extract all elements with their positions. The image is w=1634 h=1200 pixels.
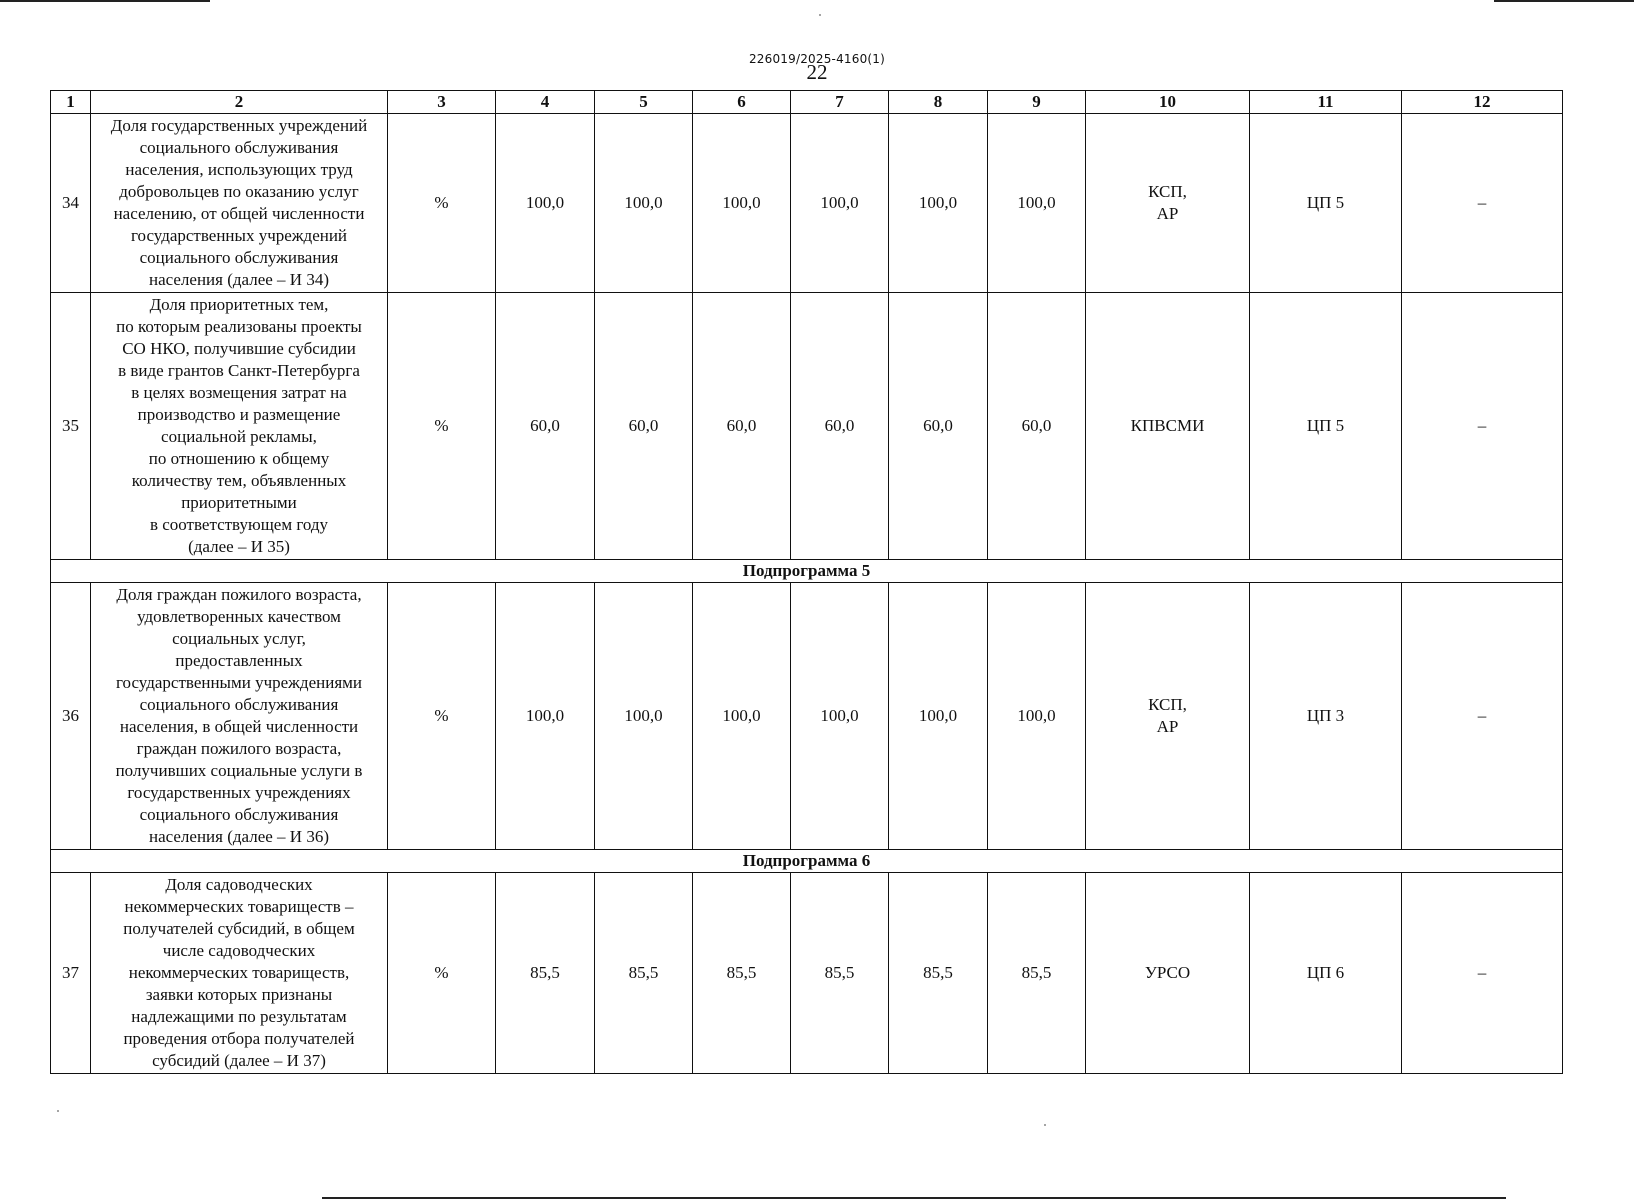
note-cell: –: [1402, 293, 1563, 560]
responsible-line: КПВСМИ: [1130, 416, 1205, 435]
value-cell-7: 60,0: [791, 293, 889, 560]
value-cell-6: 100,0: [693, 583, 791, 850]
note-cell: –: [1402, 114, 1563, 293]
value-cell-6: 60,0: [693, 293, 791, 560]
description-line: добровольцев по оказанию услуг: [119, 182, 359, 201]
column-header-6: 6: [693, 91, 791, 114]
description-line: по которым реализованы проекты: [116, 317, 362, 336]
unit-cell: %: [388, 293, 496, 560]
description-line: в виде грантов Санкт-Петербурга: [118, 361, 360, 380]
column-header-5: 5: [595, 91, 693, 114]
bottom-edge-line: [322, 1197, 1506, 1199]
description-line: социального обслуживания: [139, 695, 339, 714]
column-header-1: 1: [51, 91, 91, 114]
description-line: в соответствующем году: [149, 515, 329, 534]
description-line: социальных услуг,: [172, 629, 306, 648]
unit-cell: %: [388, 583, 496, 850]
value-cell-5: 60,0: [595, 293, 693, 560]
table-row: [51, 583, 1563, 850]
description-line: социальной рекламы,: [161, 427, 317, 446]
description-line: предоставленных: [175, 651, 303, 670]
description-line: государственными учреждениями: [116, 673, 362, 692]
column-header-4: 4: [496, 91, 595, 114]
column-header-12: 12: [1402, 91, 1563, 114]
program-cell: ЦП 3: [1250, 583, 1402, 850]
description-line: СО НКО, получившие субсидии: [122, 339, 356, 358]
description-line: населения, использующих труд: [125, 160, 353, 179]
description-line: получателей субсидий, в общем: [123, 919, 355, 938]
value-cell-7: 85,5: [791, 873, 889, 1074]
responsible-line: УРСО: [1144, 963, 1191, 982]
description-line: социального обслуживания: [139, 248, 339, 267]
description-line: государственных учреждений: [130, 226, 348, 245]
scan-speck: [819, 14, 821, 16]
value-cell-5: 100,0: [595, 583, 693, 850]
description-line: числе садоводческих: [162, 941, 316, 960]
column-header-9: 9: [988, 91, 1086, 114]
program-cell: ЦП 6: [1250, 873, 1402, 1074]
table-row: [51, 293, 1563, 560]
row-number-cell: 34: [51, 114, 91, 293]
description-line: Доля садоводческих: [165, 875, 313, 894]
value-cell-6: 100,0: [693, 114, 791, 293]
row-number-cell: 37: [51, 873, 91, 1074]
column-header-11: 11: [1250, 91, 1402, 114]
description-line: населения (далее – И 36): [148, 827, 329, 846]
section-row: [51, 560, 1563, 583]
description-line: приоритетными: [181, 493, 297, 512]
top-edge-line-left: [0, 0, 210, 2]
description-line: некоммерческих товариществ –: [124, 897, 354, 916]
value-cell-8: 60,0: [889, 293, 988, 560]
unit-cell: %: [388, 873, 496, 1074]
column-header-3: 3: [388, 91, 496, 114]
indicator-description-cell: [91, 873, 388, 1074]
responsible-line: КСП,: [1148, 695, 1187, 714]
scan-speck: [57, 1110, 59, 1112]
responsible-cell: [1086, 873, 1250, 1074]
value-cell-5: 100,0: [595, 114, 693, 293]
note-cell: –: [1402, 873, 1563, 1074]
value-cell-5: 85,5: [595, 873, 693, 1074]
indicators-table: [50, 90, 1563, 1074]
section-row: [51, 850, 1563, 873]
column-header-7: 7: [791, 91, 889, 114]
table-header-row: [51, 91, 1563, 114]
note-cell: –: [1402, 583, 1563, 850]
description-line: некоммерческих товариществ,: [128, 963, 350, 982]
indicator-description-cell: [91, 293, 388, 560]
row-number-cell: 35: [51, 293, 91, 560]
column-header-10: 10: [1086, 91, 1250, 114]
description-line: (далее – И 35): [188, 537, 290, 556]
unit-cell: %: [388, 114, 496, 293]
description-line: граждан пожилого возраста,: [136, 739, 342, 758]
value-cell-4: 60,0: [496, 293, 595, 560]
description-line: количеству тем, объявленных: [131, 471, 347, 490]
description-line: социального обслуживания: [139, 805, 339, 824]
value-cell-4: 85,5: [496, 873, 595, 1074]
section-title: Подпрограмма 6: [51, 850, 1563, 873]
indicator-description-cell: [91, 583, 388, 850]
responsible-cell: [1086, 583, 1250, 850]
description-line: в целях возмещения затрат на: [131, 383, 347, 402]
value-cell-8: 100,0: [889, 114, 988, 293]
description-line: удовлетворенных качеством: [137, 607, 341, 626]
value-cell-9: 85,5: [988, 873, 1086, 1074]
description-line: Доля государственных учреждений: [110, 116, 368, 135]
description-line: Доля приоритетных тем,: [149, 295, 329, 314]
value-cell-9: 100,0: [988, 114, 1086, 293]
responsible-line: АР: [1156, 204, 1179, 223]
description-line: населению, от общей численности: [113, 204, 365, 223]
description-line: заявки которых признаны: [145, 985, 333, 1004]
value-cell-7: 100,0: [791, 583, 889, 850]
table-body: [51, 114, 1563, 1074]
value-cell-9: 100,0: [988, 583, 1086, 850]
value-cell-6: 85,5: [693, 873, 791, 1074]
page-number: 22: [806, 60, 828, 84]
value-cell-8: 100,0: [889, 583, 988, 850]
indicator-description-cell: [91, 114, 388, 293]
description-line: государственных учреждениях: [127, 783, 351, 802]
description-line: субсидий (далее – И 37): [152, 1051, 326, 1070]
value-cell-8: 85,5: [889, 873, 988, 1074]
value-cell-4: 100,0: [496, 583, 595, 850]
description-line: населения (далее – И 34): [148, 270, 329, 289]
program-cell: ЦП 5: [1250, 293, 1402, 560]
program-cell: ЦП 5: [1250, 114, 1402, 293]
responsible-cell: [1086, 293, 1250, 560]
description-line: по отношению к общему: [148, 449, 330, 468]
row-number-cell: 36: [51, 583, 91, 850]
description-line: надлежащими по результатам: [131, 1007, 347, 1026]
responsible-line: КСП,: [1148, 182, 1187, 201]
table-row: [51, 873, 1563, 1074]
column-header-8: 8: [889, 91, 988, 114]
description-line: Доля граждан пожилого возраста,: [116, 585, 362, 604]
description-line: получивших социальные услуги в: [115, 761, 363, 780]
document-registration-number: 226019/2025-4160(1): [748, 52, 886, 66]
table-row: [51, 114, 1563, 293]
section-title: Подпрограмма 5: [51, 560, 1563, 583]
value-cell-9: 60,0: [988, 293, 1086, 560]
column-header-2: 2: [91, 91, 388, 114]
description-line: производство и размещение: [137, 405, 341, 424]
top-edge-line-right: [1494, 0, 1634, 2]
responsible-line: АР: [1156, 717, 1179, 736]
description-line: социального обслуживания: [139, 138, 339, 157]
value-cell-4: 100,0: [496, 114, 595, 293]
scan-speck: [1044, 1124, 1046, 1126]
description-line: проведения отбора получателей: [123, 1029, 355, 1048]
responsible-cell: [1086, 114, 1250, 293]
description-line: населения, в общей численности: [119, 717, 359, 736]
value-cell-7: 100,0: [791, 114, 889, 293]
